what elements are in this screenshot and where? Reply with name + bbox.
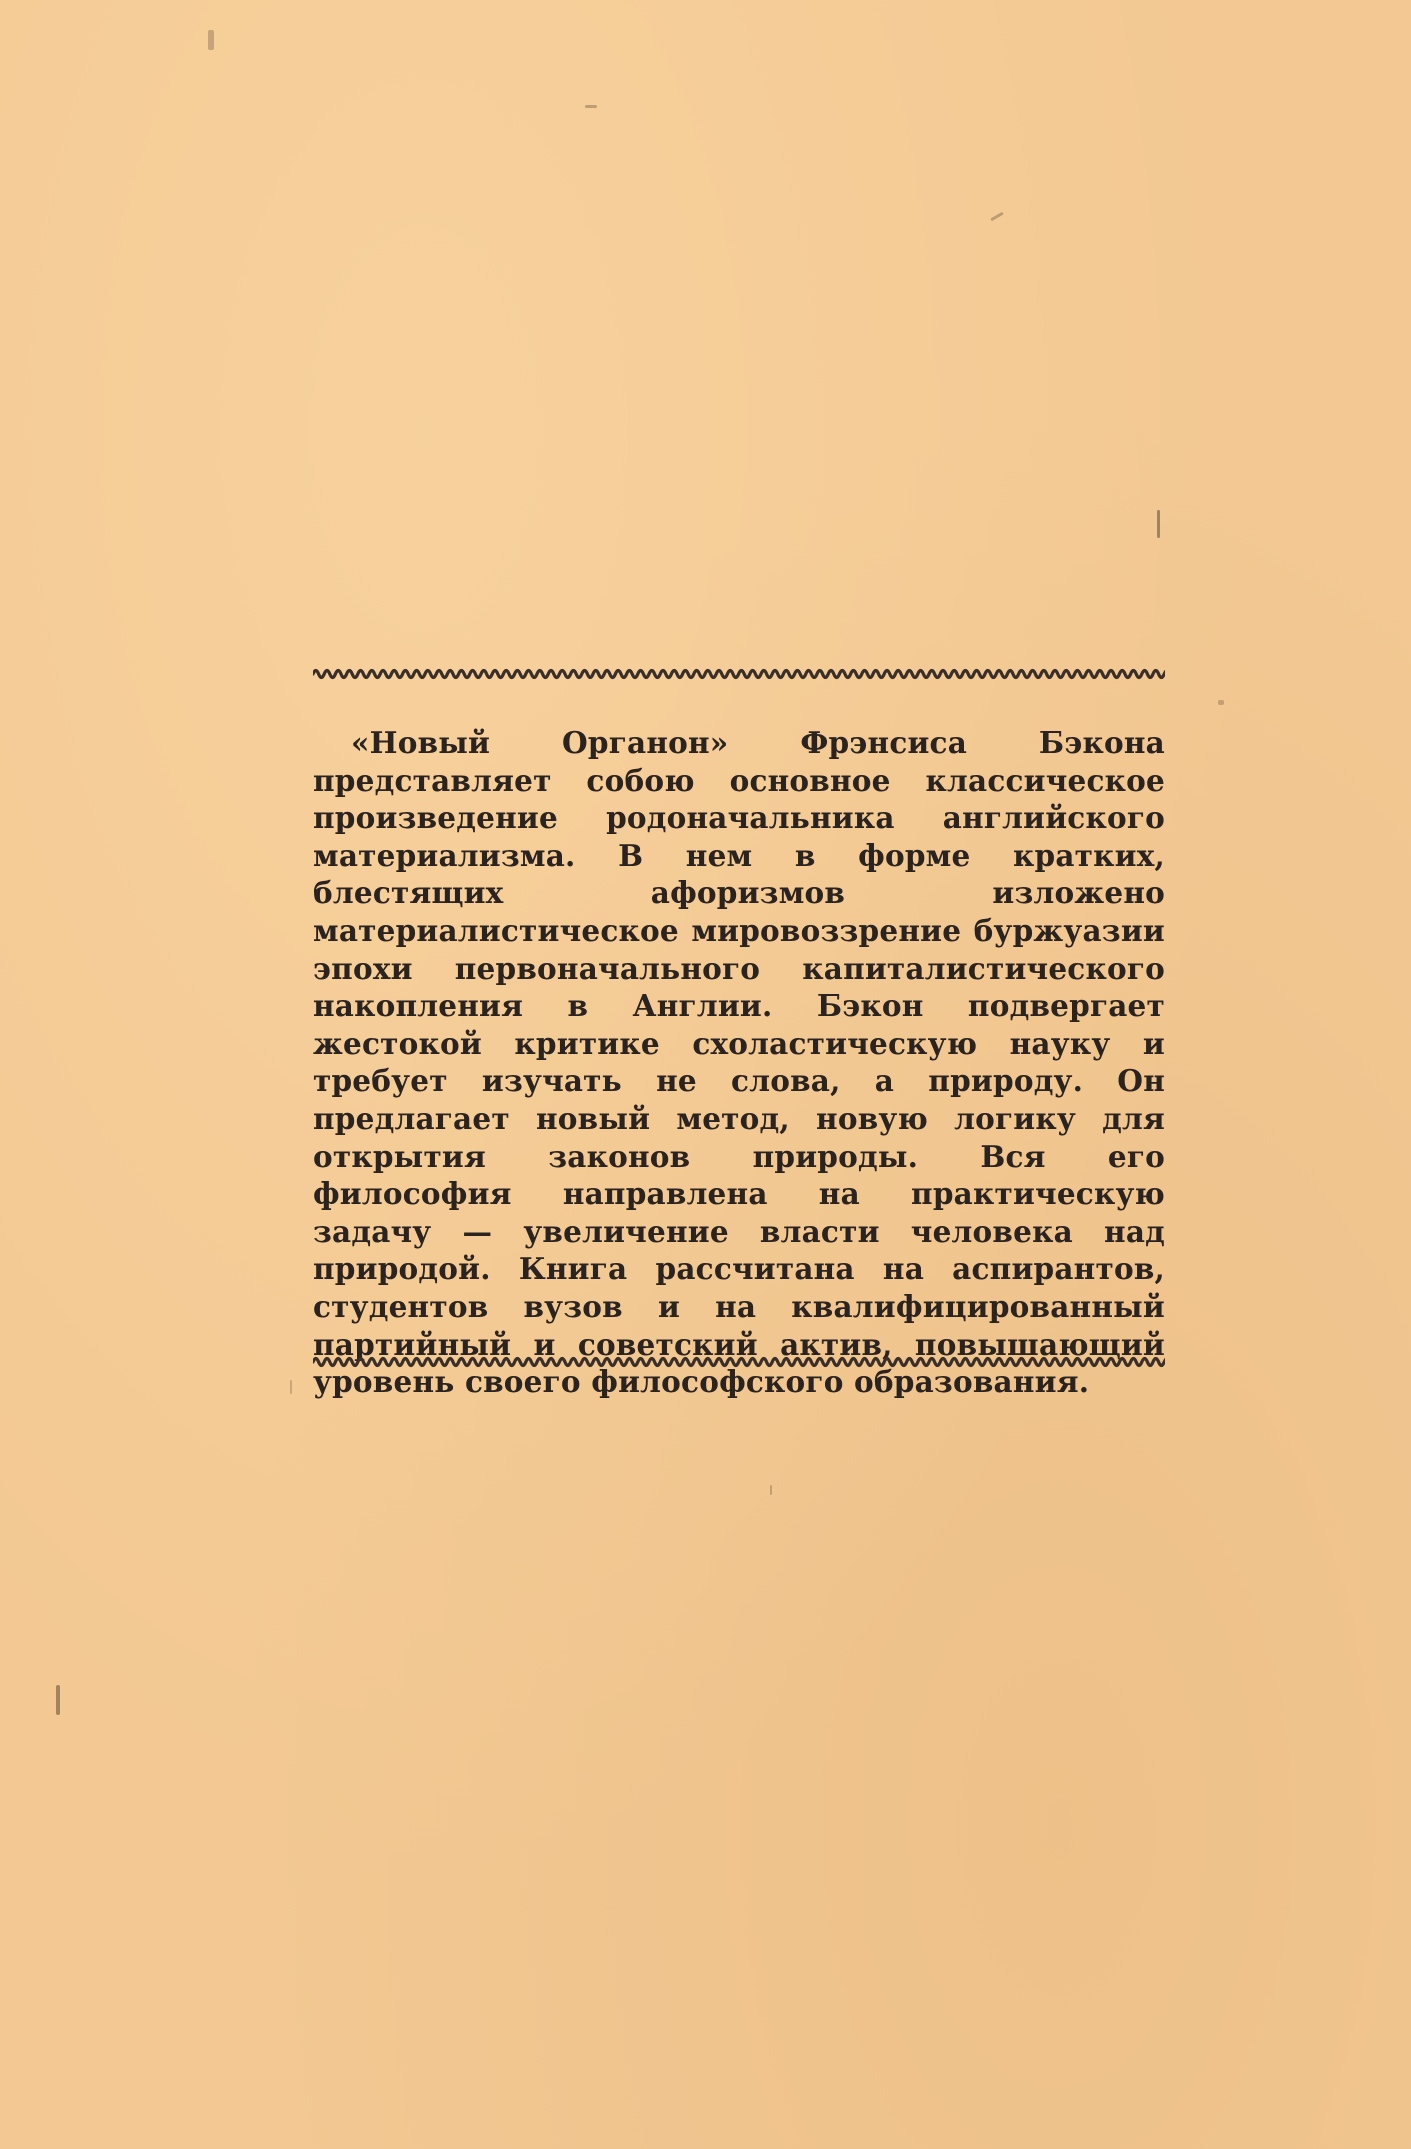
paper-speck xyxy=(990,212,1004,222)
book-annotation-text: «Новый Органон» Фрэнсиса Бэкона представляет собою основное классическое произведение родоначальника английского материализма. В нем в форме кратких, блестящих афоризмов изложено материалистическое мировоззрение буржуазии эпохи первоначального капиталистического накопления в Англии. Бэкон подвергает жестокой критике схоластическую науку и требует изучать не слова, а природу. Он предлагает новый метод, новую логику для открытия законов природы. Вся его философия направлена на практическую задачу — увеличение власти человека над природой. Книга рассчитана на аспирантов, студентов вузов и на квалифицированный партийный и советский актив, повышающий уровень своего философского образования. xyxy=(313,725,1165,1400)
paper-speck xyxy=(1157,510,1160,538)
top-ornament-rule xyxy=(313,667,1165,681)
paper-speck xyxy=(56,1685,60,1715)
paper-speck xyxy=(290,1380,292,1394)
paper-speck xyxy=(208,30,214,50)
paper-speck xyxy=(1218,700,1224,705)
paper-speck xyxy=(585,105,597,108)
paper-speck xyxy=(770,1485,772,1495)
bottom-ornament-rule xyxy=(313,1355,1165,1369)
